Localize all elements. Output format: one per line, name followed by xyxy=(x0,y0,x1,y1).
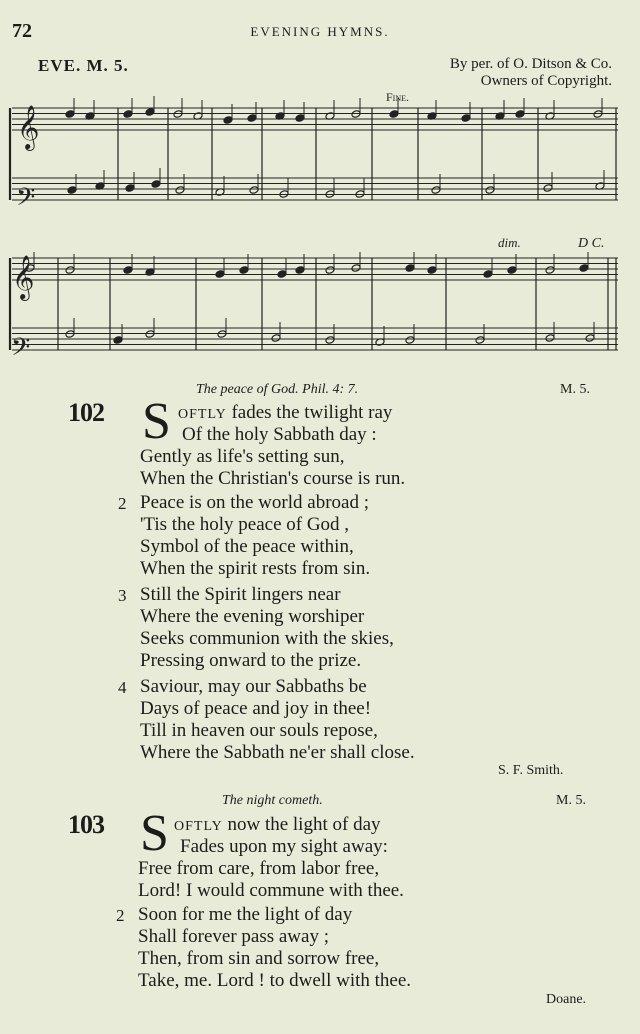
note-head xyxy=(325,336,335,345)
note-head xyxy=(461,114,471,123)
hymn-line: Symbol of the peace within, xyxy=(140,536,354,557)
note-head xyxy=(485,186,495,195)
hymn-line xyxy=(178,402,392,426)
hymn-line: Then, from sin and sorrow free, xyxy=(138,948,380,969)
note-head xyxy=(507,266,517,275)
note-head xyxy=(389,110,399,119)
bass-clef-icon: 𝄢 xyxy=(16,184,36,217)
note-head xyxy=(427,266,437,275)
hymn-line: Shall forever pass away ; xyxy=(138,926,329,947)
note-head xyxy=(271,334,281,343)
hymn-line: When the spirit rests from sin. xyxy=(140,558,371,579)
note-head xyxy=(351,264,361,273)
hymn-line-text: now the light of day xyxy=(227,814,381,835)
music-score xyxy=(0,90,640,370)
hymn-line: Where the evening worshiper xyxy=(140,606,365,627)
note-head xyxy=(249,186,259,195)
note-head xyxy=(585,334,595,343)
note-head xyxy=(215,270,225,279)
hymn-line: Of the holy Sabbath day : xyxy=(182,424,377,445)
stanza-number: 2 xyxy=(118,494,127,513)
note-head xyxy=(151,180,161,189)
hymn-line-text: fades the twilight ray xyxy=(231,402,393,423)
note-head xyxy=(545,334,555,343)
stanza-number: 4 xyxy=(118,678,127,697)
hymn-subtitle: The night cometh. xyxy=(222,793,323,808)
note-head xyxy=(247,114,257,123)
hymn-author: S. F. Smith. xyxy=(498,763,564,778)
hymn-line: When the Christian's course is run. xyxy=(140,468,406,489)
first-word-rest: OFTLY xyxy=(178,407,227,422)
note-head xyxy=(295,114,305,123)
hymn-line: Lord! I would commune with thee. xyxy=(138,880,404,901)
note-head xyxy=(483,270,493,279)
hymn-author: Doane. xyxy=(546,992,587,1007)
note-head xyxy=(145,108,155,117)
copyright-line-2: Owners of Copyright. xyxy=(480,73,612,89)
hymn-line: Saviour, may our Sabbaths be xyxy=(140,676,367,697)
hymn-line: Fades upon my sight away: xyxy=(180,836,388,857)
hymn-line: Take, me. Lord ! to dwell with thee. xyxy=(138,970,412,991)
tune-name: EVE. M. 5. xyxy=(38,56,129,75)
drop-cap: S xyxy=(142,393,171,450)
note-head xyxy=(431,186,441,195)
note-head xyxy=(65,110,75,119)
hymn-line: Free from care, from labor free, xyxy=(138,858,380,879)
note-head xyxy=(579,264,589,273)
hymn-line: Seeks communion with the skies, xyxy=(140,628,394,649)
hymn-line: Peace is on the world abroad ; xyxy=(140,492,369,513)
note-head xyxy=(515,110,525,119)
treble-clef-icon: 𝄞 xyxy=(17,107,40,149)
hymn-line: Where the Sabbath ne'er shall close. xyxy=(140,742,415,763)
dim-mark: dim. xyxy=(498,235,521,250)
note-head xyxy=(295,266,305,275)
note-head xyxy=(545,266,555,275)
hymn-line: Soon for me the light of day xyxy=(138,904,353,925)
bass-clef-icon: 𝄢 xyxy=(11,334,31,367)
stanza-number: 3 xyxy=(118,586,127,605)
hymn-number: 103 xyxy=(68,810,104,839)
note-head xyxy=(175,186,185,195)
hymn-line: Gently as life's setting sun, xyxy=(140,446,345,467)
running-title: EVENING HYMNS. xyxy=(250,24,390,39)
stanza-number: 2 xyxy=(116,906,125,925)
page-number: 72 xyxy=(12,20,32,42)
note-head xyxy=(113,336,123,345)
note-head xyxy=(125,184,135,193)
hymn-line: 'Tis the holy peace of God , xyxy=(140,514,350,535)
note-head xyxy=(475,336,485,345)
hymn-line: Till in heaven our souls repose, xyxy=(140,720,378,741)
note-head xyxy=(65,266,75,275)
hymn-meter: M. 5. xyxy=(556,793,586,808)
first-word-rest: OFTLY xyxy=(174,819,223,834)
hymn-line: Still the Spirit lingers near xyxy=(140,584,341,605)
note-head xyxy=(123,266,133,275)
note-head xyxy=(325,266,335,275)
copyright-line-1: By per. of O. Ditson & Co. xyxy=(449,56,612,72)
note-head xyxy=(351,110,361,119)
note-head xyxy=(123,110,133,119)
hymn-subtitle: The peace of God. Phil. 4: 7. xyxy=(196,382,359,397)
hymn-line xyxy=(174,814,381,838)
note-head xyxy=(67,186,77,195)
note-head xyxy=(239,266,249,275)
fine-mark: Fine. xyxy=(386,90,410,104)
note-head xyxy=(223,116,233,125)
copyright-notice xyxy=(450,56,612,90)
hymn-line: Pressing onward to the prize. xyxy=(140,650,362,671)
note-head xyxy=(405,264,415,273)
hymn-number: 102 xyxy=(68,398,104,427)
note-head xyxy=(543,184,553,193)
hymn-meter: M. 5. xyxy=(560,382,590,397)
treble-clef-icon: 𝄞 xyxy=(12,257,35,299)
note-head xyxy=(405,336,415,345)
dc-mark: D C. xyxy=(578,236,605,251)
drop-cap: S xyxy=(140,805,169,862)
hymn-line: Days of peace and joy in thee! xyxy=(140,698,372,719)
note-head xyxy=(277,270,287,279)
